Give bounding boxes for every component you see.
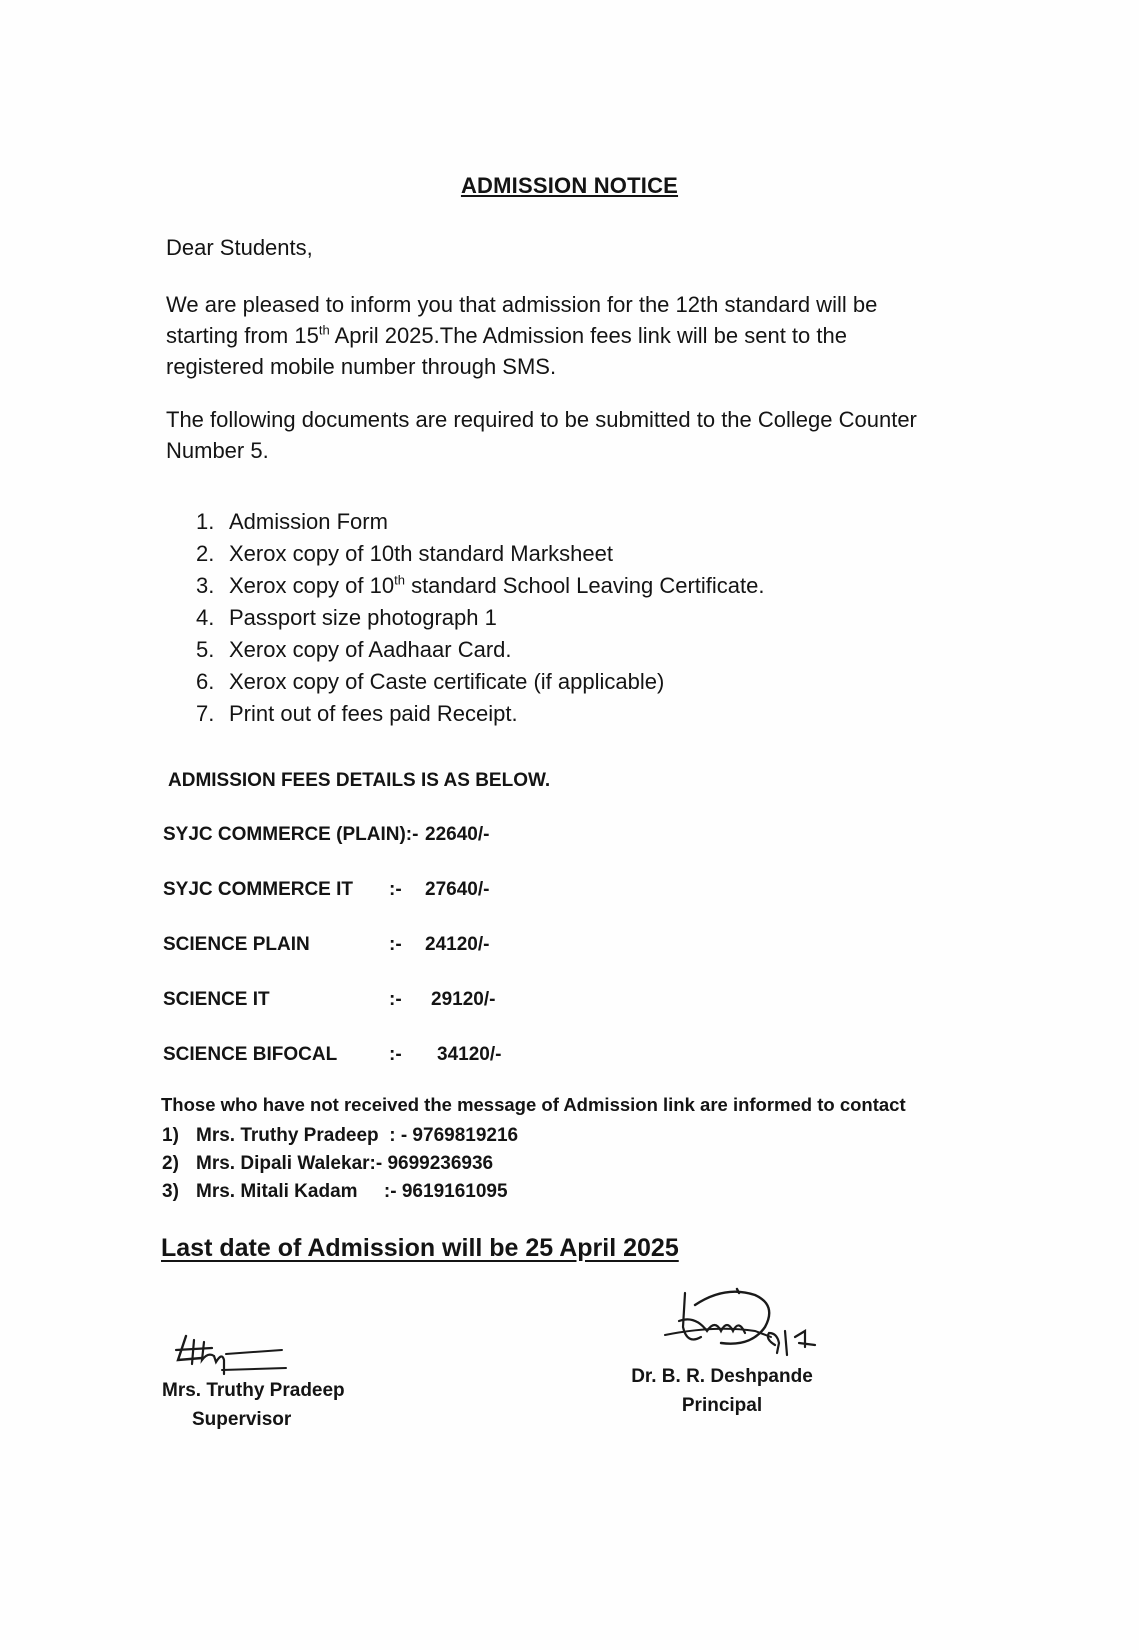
list-item: 1) Mrs. Truthy Pradeep : - 9769819216 xyxy=(162,1125,519,1146)
list-item: 5. Xerox copy of Aadhaar Card. xyxy=(196,637,512,662)
fee-amount: 27640/- xyxy=(425,879,490,900)
fees-heading: ADMISSION FEES DETAILS IS AS BELOW. xyxy=(168,770,551,791)
list-item: 2) Mrs. Dipali Walekar:- 9699236936 xyxy=(162,1153,494,1174)
signatory-name: Dr. B. R. Deshpande xyxy=(631,1366,813,1387)
fee-amount: 29120/- xyxy=(431,989,496,1010)
intro-line: registered mobile number through SMS. xyxy=(166,354,557,379)
fee-label: SCIENCE BIFOCAL xyxy=(163,1044,338,1065)
supervisor-signature-block xyxy=(162,1376,362,1434)
signatory-role: Supervisor xyxy=(192,1409,292,1430)
fee-label: SYJC COMMERCE (PLAIN):- xyxy=(163,824,419,845)
fee-row xyxy=(163,986,523,1014)
fee-separator: :- xyxy=(389,1044,402,1065)
fee-label: SYJC COMMERCE IT xyxy=(163,879,354,900)
list-item: 7. Print out of fees paid Receipt. xyxy=(196,701,518,726)
fee-separator: :- xyxy=(389,989,402,1010)
list-item: 3) Mrs. Mitali Kadam :- 9619161095 xyxy=(162,1181,508,1202)
documents-intro-line: Number 5. xyxy=(166,438,269,463)
principal-signature xyxy=(655,1275,835,1375)
fee-label: SCIENCE PLAIN xyxy=(163,934,310,955)
list-item: 2. Xerox copy of 10th standard Marksheet xyxy=(196,541,613,566)
fee-amount: 34120/- xyxy=(437,1044,502,1065)
principal-signature-block xyxy=(617,1362,827,1420)
fee-row xyxy=(163,876,523,904)
intro-paragraph xyxy=(166,289,877,382)
fee-separator: :- xyxy=(389,879,402,900)
fee-label: SCIENCE IT xyxy=(163,989,270,1010)
fee-separator: :- xyxy=(389,934,402,955)
list-item: 1. Admission Form xyxy=(196,509,388,534)
documents-list xyxy=(196,506,765,730)
fee-row xyxy=(163,821,523,849)
salutation: Dear Students, xyxy=(166,235,313,260)
last-date-notice: Last date of Admission will be 25 April 2025 xyxy=(161,1234,679,1262)
documents-intro-line: The following documents are required to be submitted to the College Counter xyxy=(166,407,917,432)
fee-amount: 22640/- xyxy=(425,824,490,845)
notice-title: ADMISSION NOTICE xyxy=(460,173,679,198)
list-item: 4. Passport size photograph 1 xyxy=(196,605,497,630)
contact-intro: Those who have not received the message of Admission link are informed to contact xyxy=(161,1094,906,1115)
fee-row xyxy=(163,931,523,959)
documents-intro xyxy=(166,404,917,466)
list-item: 3. Xerox copy of 10th standard School Leaving Certificate. xyxy=(196,572,765,598)
fee-amount: 24120/- xyxy=(425,934,490,955)
supervisor-signature xyxy=(172,1330,292,1380)
intro-line: We are pleased to inform you that admission for the 12th standard will be xyxy=(166,292,878,317)
signatory-role: Principal xyxy=(681,1395,763,1416)
signatory-name: Mrs. Truthy Pradeep xyxy=(162,1380,345,1401)
contacts-list xyxy=(162,1122,518,1206)
fee-row xyxy=(163,1041,523,1069)
intro-line: starting from 15th April 2025.The Admission fees link will be sent to the xyxy=(166,322,847,348)
list-item: 6. Xerox copy of Caste certificate (if applicable) xyxy=(196,669,665,694)
